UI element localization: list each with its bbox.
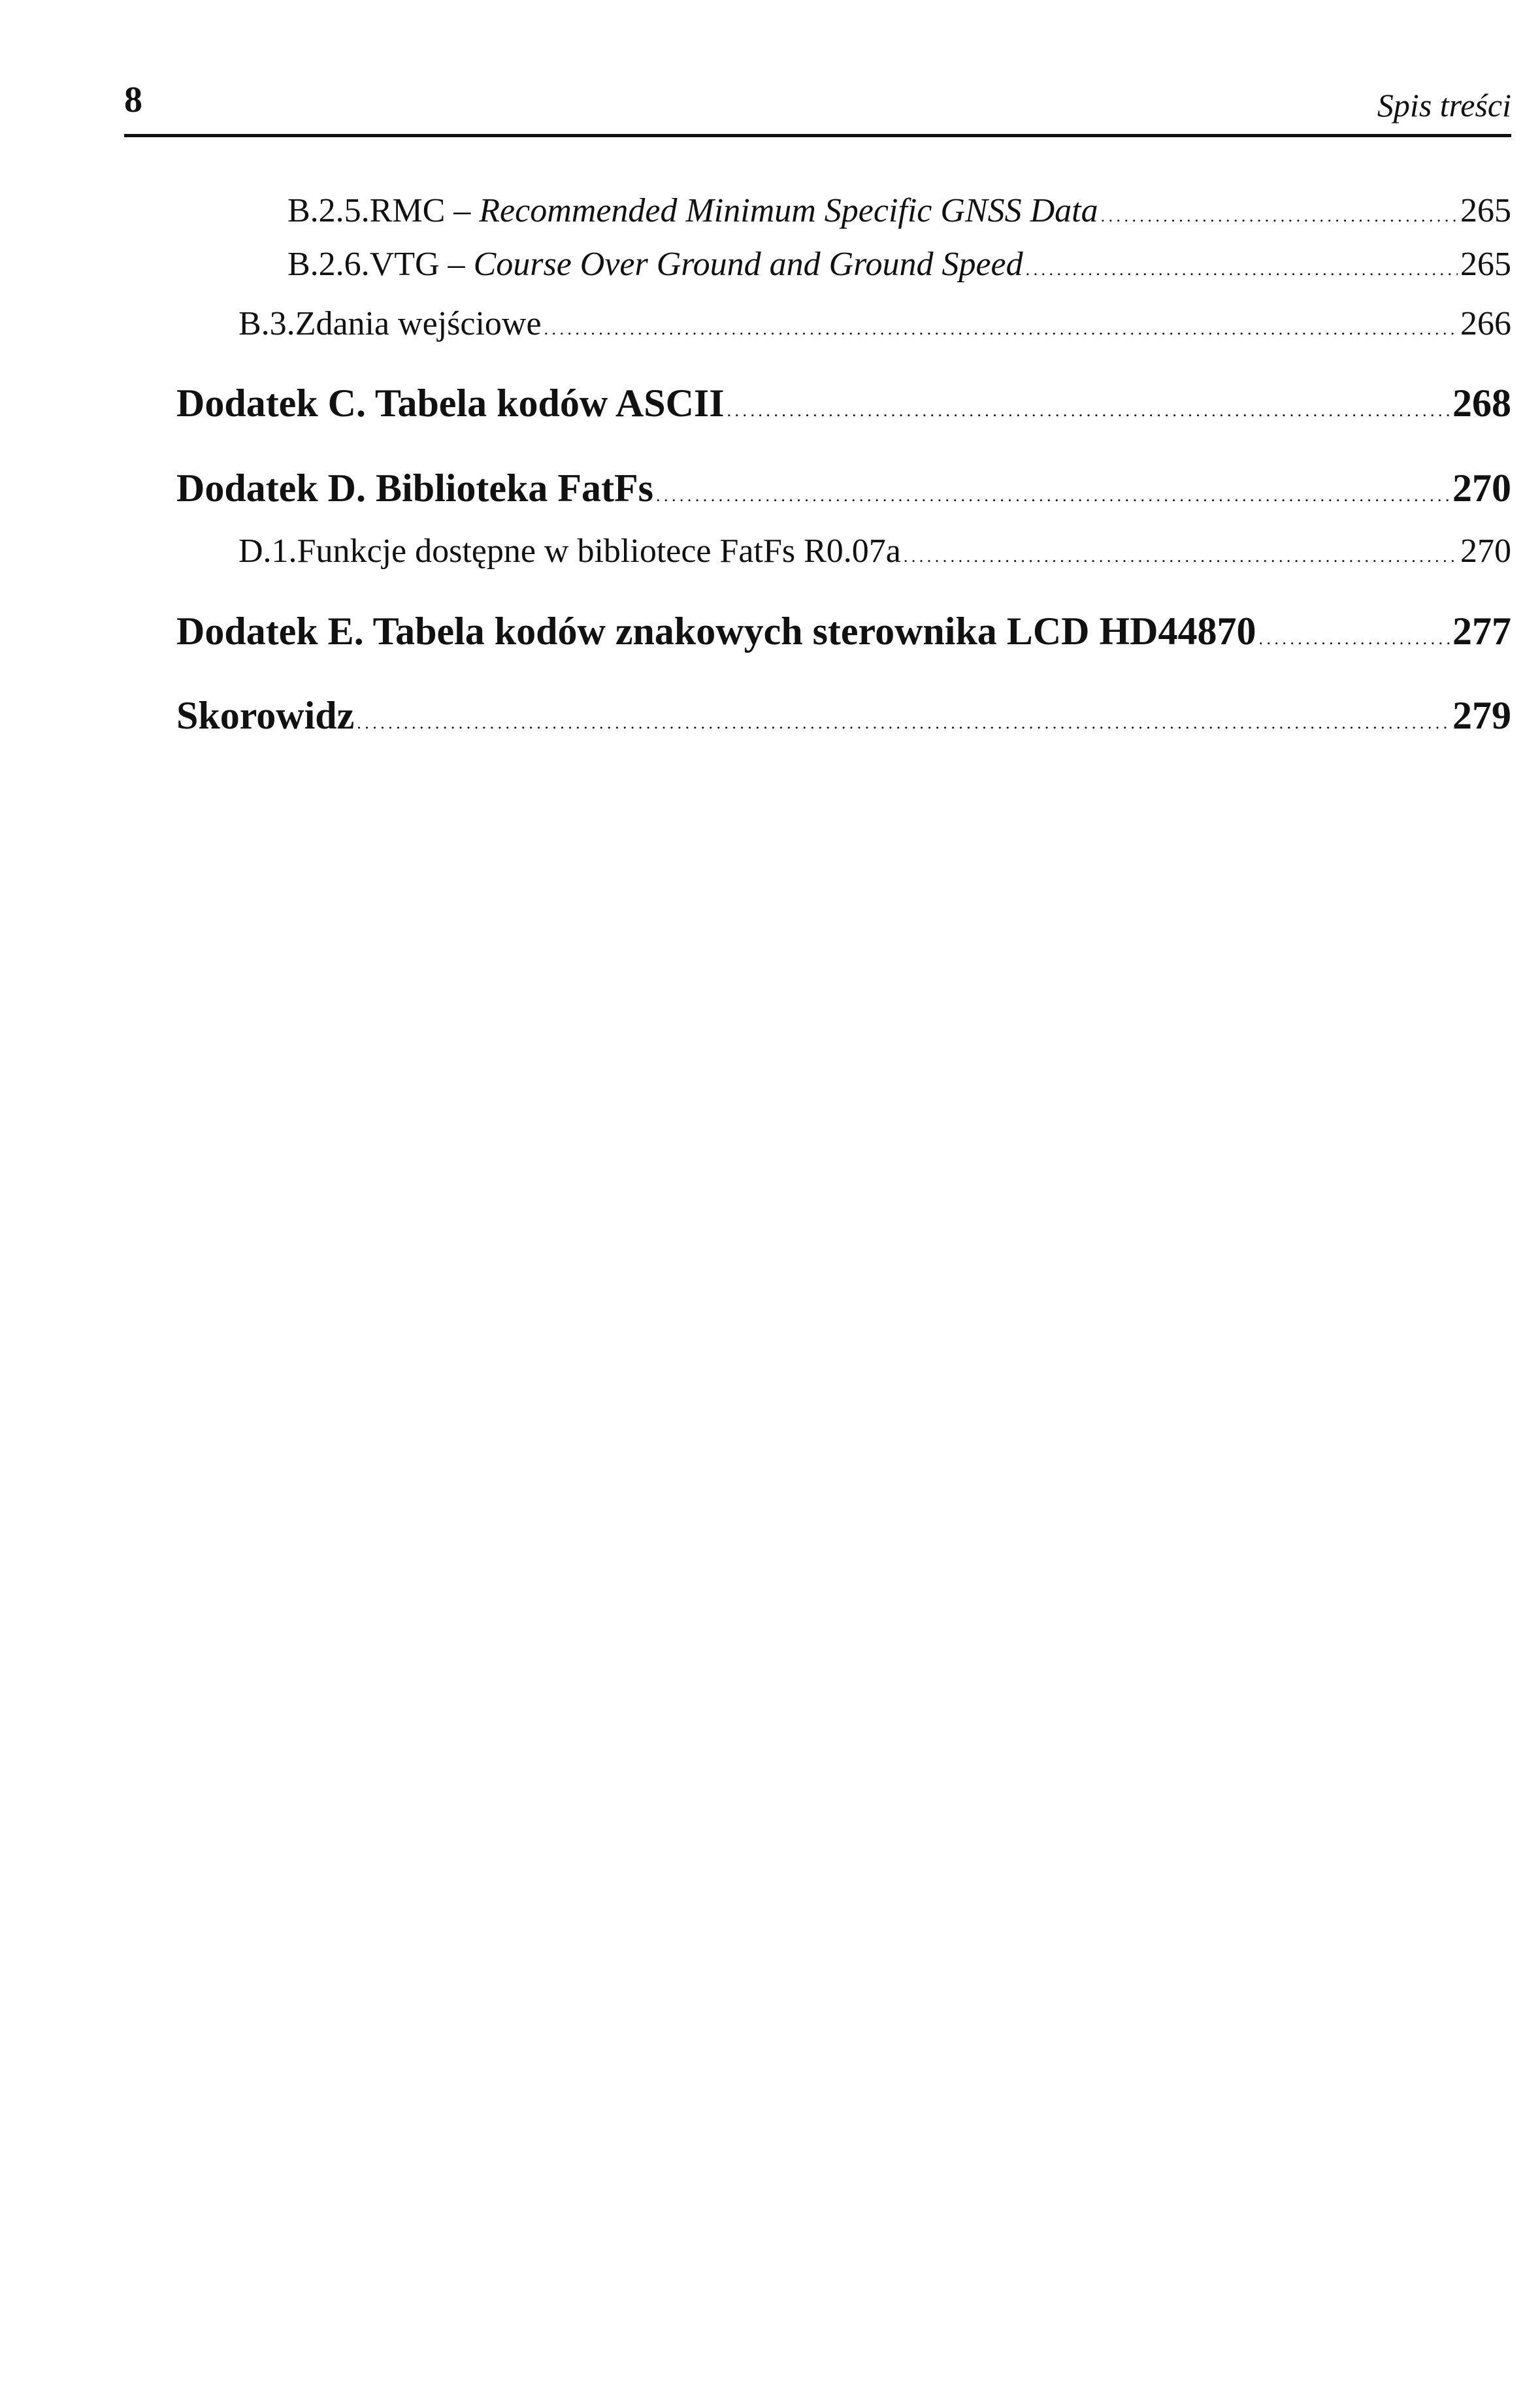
header-rule xyxy=(124,134,1511,137)
toc-entry-appendix-e xyxy=(176,612,1511,651)
dot-leader xyxy=(904,534,1458,568)
dot-leader xyxy=(1026,248,1458,282)
toc-entry-title: Zdania wejściowe xyxy=(295,305,542,342)
toc-entry-d-1 xyxy=(238,534,1511,568)
toc-entry-page: 265 xyxy=(1460,246,1511,283)
toc-entry-page: 279 xyxy=(1452,694,1511,737)
toc-entry-number: B.2.6. xyxy=(287,246,370,283)
toc-entry-title: Skorowidz xyxy=(176,694,355,737)
dot-leader xyxy=(1101,194,1458,228)
toc-entry-page: 277 xyxy=(1452,610,1511,653)
toc-entry-number: D.1. xyxy=(238,533,297,570)
toc-entry-number: B.3. xyxy=(238,305,295,342)
toc-entry-appendix-d xyxy=(176,468,1511,508)
toc-entry-b-2-6 xyxy=(287,248,1511,282)
toc-entry-page: 266 xyxy=(1460,305,1511,342)
toc-entry-title: RMC – Recommended Minimum Specific GNSS Data xyxy=(369,192,1098,229)
toc-entry-page: 270 xyxy=(1452,467,1511,510)
toc-entry-index xyxy=(176,696,1511,735)
toc-entry-title: Dodatek E. Tabela kodów znakowych sterownika LCD HD44870 xyxy=(176,610,1256,653)
dot-leader xyxy=(357,696,1450,735)
toc-entry-b-3 xyxy=(238,307,1511,341)
toc-entry-title: Funkcje dostępne w bibliotece FatFs R0.07a xyxy=(297,533,901,570)
dot-leader xyxy=(1259,612,1450,651)
dot-leader xyxy=(544,307,1458,341)
running-title: Spis treści xyxy=(1377,87,1511,123)
toc-entry-appendix-c xyxy=(176,384,1511,423)
toc-entry-title: Dodatek C. Tabela kodów ASCII xyxy=(176,382,725,425)
toc-entry-number: B.2.5. xyxy=(287,192,370,229)
toc-entry-page: 268 xyxy=(1452,382,1511,425)
toc-entry-page: 265 xyxy=(1460,192,1511,229)
toc-entry-title: VTG – Course Over Ground and Ground Speed xyxy=(369,246,1023,283)
page-number: 8 xyxy=(124,80,142,120)
dot-leader xyxy=(727,384,1450,423)
toc-entry-page: 270 xyxy=(1460,533,1511,570)
toc-entry-b-2-5 xyxy=(287,194,1511,228)
dot-leader xyxy=(656,468,1450,508)
toc-entry-title: Dodatek D. Biblioteka FatFs xyxy=(176,467,654,510)
